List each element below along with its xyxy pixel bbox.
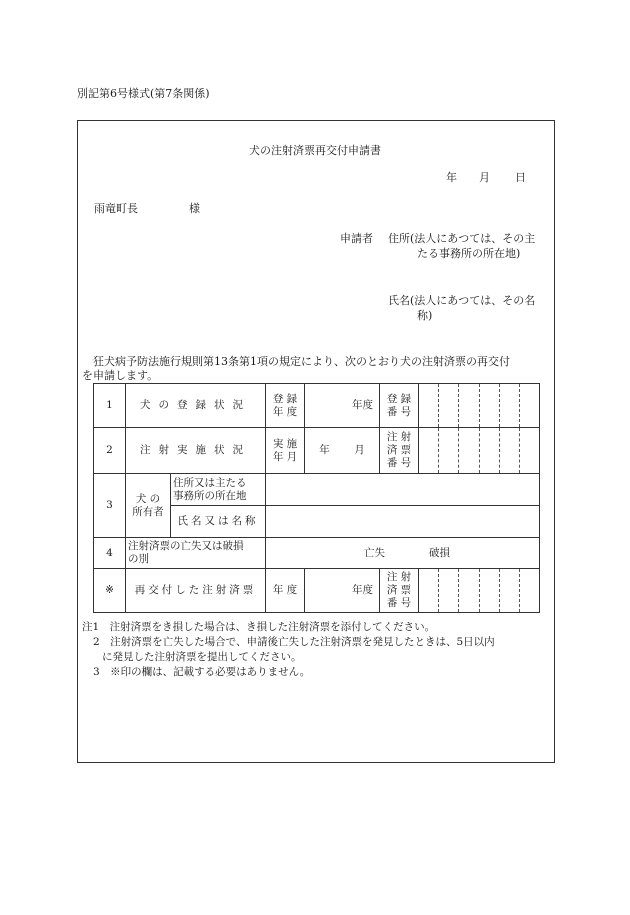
tag-number-boxes[interactable] <box>419 428 540 474</box>
registration-year[interactable]: 年度 <box>305 384 380 428</box>
table-row <box>94 474 540 506</box>
row-number: 2 <box>94 428 126 474</box>
addressee-name: 雨竜町長 <box>94 202 138 215</box>
row-number: ※ <box>94 569 126 613</box>
table-row <box>94 384 540 428</box>
owner-address-field[interactable] <box>266 474 540 506</box>
row-label: 再交付した注射済票 <box>126 569 266 613</box>
note-2-continued: に発見した注射済票を提出してください。 <box>102 651 302 663</box>
row-sublabel: 注 射 済 票 番 号 <box>380 428 419 474</box>
owner-address-label: 住所又は主たる 事務所の所在地 <box>171 474 266 506</box>
option-loss[interactable]: 亡失 <box>364 546 385 559</box>
addressee-honorific: 様 <box>189 202 200 215</box>
date-year: 年 <box>446 171 457 184</box>
table-row <box>94 428 540 474</box>
date-day: 日 <box>515 171 526 184</box>
owner-name-field[interactable] <box>266 506 540 538</box>
statement-line2: を申請します。 <box>82 369 159 382</box>
form-title: 犬の注射済票再交付申請書 <box>249 144 381 157</box>
statement-line1: 狂犬病予防法施行規則第13条第1項の規定により、次のとおり犬の注射済票の再交付 <box>93 355 510 368</box>
row-label: 犬 の 所有者 <box>126 474 171 538</box>
applicant-name-line2: 称) <box>417 309 433 322</box>
reissued-year[interactable]: 年度 <box>305 569 380 613</box>
loss-or-damage-choice[interactable] <box>266 538 540 569</box>
row-label: 注射実施状況 <box>126 428 266 474</box>
form-reference: 別記第6号様式(第7条関係) <box>77 87 210 100</box>
row-number: 1 <box>94 384 126 428</box>
row-sublabel: 実 施 年 月 <box>266 428 305 474</box>
row-number: 4 <box>94 538 126 569</box>
row-sublabel: 登 録 番 号 <box>380 384 419 428</box>
note-2: 2 注射済票を亡失した場合で、申請後亡失した注射済票を発見したときは、5日以内 <box>93 636 495 648</box>
registration-number-boxes[interactable] <box>419 384 540 428</box>
applicant-address-line1: 住所(法人にあつては、その主 <box>388 232 536 245</box>
row-label: 犬の登録状況 <box>126 384 266 428</box>
row-sublabel: 登 録 年 度 <box>266 384 305 428</box>
row-sublabel: 年 度 <box>266 569 305 613</box>
vaccination-date[interactable]: 年 月 <box>305 428 380 474</box>
applicant-address-line2: たる事務所の所在地) <box>417 247 521 260</box>
note-3: 3 ※印の欄は、記載する必要はありません。 <box>93 666 311 678</box>
application-table <box>93 383 540 613</box>
owner-name-label: 氏名又は名称 <box>171 506 266 538</box>
applicant-label: 申請者 <box>340 232 373 245</box>
row-sublabel: 注 射 済 票 番 号 <box>380 569 419 613</box>
table-row <box>94 538 540 569</box>
table-row <box>94 569 540 613</box>
row-number: 3 <box>94 474 126 538</box>
reissued-tag-number-boxes[interactable] <box>419 569 540 613</box>
date-month: 月 <box>479 171 490 184</box>
row-label: 注射済票の亡失又は破損 の別 <box>126 538 266 569</box>
option-damage[interactable]: 破損 <box>429 546 450 559</box>
applicant-name-line1: 氏名(法人にあつては、その名 <box>388 294 536 307</box>
note-1: 注1 注射済票をき損した場合は、き損した注射済票を添付してください。 <box>82 621 436 633</box>
